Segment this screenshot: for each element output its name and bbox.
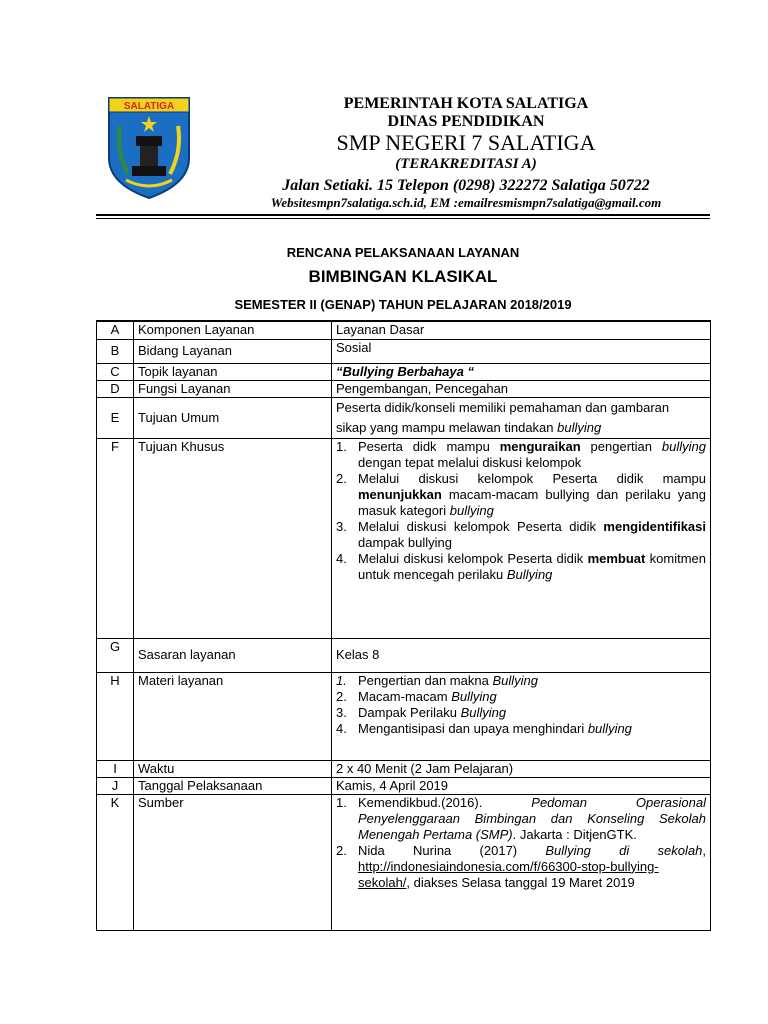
sources-list [336,795,706,891]
objectives-list [336,439,706,583]
row-code: E [97,397,134,438]
accreditation: (TERAKREDITASI A) [395,156,537,172]
table-row [97,794,711,930]
row-value: Kamis, 4 April 2019 [332,777,711,794]
department-name: DINAS PENDIDIKAN [387,113,545,130]
materials-list [336,673,706,737]
list-item: 1. Kemendikbud.(2016). Pedoman Operasional Penyelenggaraan Bimbingan dan Konseling Sekolah Menengah Pertama (SMP). Jakarta : DitjenGTK. [336,794,706,842]
row-value [332,438,711,638]
row-label: Sasaran layanan [134,638,332,672]
list-item: 3. Melalui diskusi kelompok Peserta didik mengidentifikasi dampak bullying [336,518,706,550]
row-value: Peserta didik/konseli memiliki pemahaman dan gambaran sikap yang mampu melawan tindakan bullying [332,397,711,438]
row-code: A [97,321,134,339]
service-plan-table [96,320,711,931]
table-row [97,363,711,380]
salatiga-coat-of-arms-logo [106,96,192,200]
row-code: G [97,638,134,672]
document-subtitle: BIMBINGAN KLASIKAL [308,267,498,286]
row-value: 2 x 40 Menit (2 Jam Pelajaran) [332,760,711,777]
row-label: Bidang Layanan [134,339,332,363]
row-code: D [97,380,134,397]
list-item: 3. Dampak Perilaku Bullying [336,704,507,720]
row-code: F [97,438,134,638]
letterhead [0,0,768,222]
letterhead-divider-thin [96,218,710,219]
table-row [97,380,711,397]
row-label: Topik layanan [134,363,332,380]
table-row [97,339,711,363]
list-item: 1. Pengertian dan makna Bullying [336,672,538,688]
row-code: J [97,777,134,794]
row-label: Sumber [134,794,332,930]
school-address: Jalan Setiaki. 15 Telepon (0298) 322272 Salatiga 50722 [282,177,650,194]
list-item: 4. Mengantisipasi dan upaya menghindari bullying [336,720,632,736]
row-code: K [97,794,134,930]
row-value: Layanan Dasar [332,321,711,339]
document-title: RENCANA PELAKSANAAN LAYANAN [286,245,520,260]
school-contact: Websitesmpn7salatiga.sch.id, EM :emailresmismpn7salatiga@gmail.com [270,195,662,210]
semester-heading: SEMESTER II (GENAP) TAHUN PELAJARAN 2018/2019 [234,297,572,312]
table-row [97,321,711,339]
letterhead-divider-thick [96,214,710,216]
row-label: Tujuan Khusus [134,438,332,638]
list-item: 2. Nida Nurina (2017) Bullying di sekolah, http://indonesiaindonesia.com/f/66300-stop-bullying-sekolah/, diakses Selasa tanggal 19 Maret 2019 [336,842,706,890]
row-value [332,672,711,760]
table-row [97,438,711,638]
table-row [97,777,711,794]
table-row [97,760,711,777]
source-link[interactable]: http://indonesiaindonesia.com/f/66300-stop-bullying-sekolah/ [358,858,659,890]
row-label: Materi layanan [134,672,332,760]
svg-text:SALATIGA: SALATIGA [123,101,175,112]
shield-logo-icon [106,96,192,200]
list-item: 1. Peserta didk mampu menguraikan pengertian bullying dengan tepat melalui diskusi kelompok [336,438,706,470]
row-label: Waktu [134,760,332,777]
table-row [97,397,711,438]
row-value: Pengembangan, Pencegahan [332,380,711,397]
row-label: Tanggal Pelaksanaan [134,777,332,794]
row-value: “Bullying Berbahaya “ [332,363,711,380]
table-row [97,638,711,672]
row-code: H [97,672,134,760]
row-value: Sosial [332,339,711,363]
row-label: Komponen Layanan [134,321,332,339]
list-item: 4. Melalui diskusi kelompok Peserta didik membuat komitmen untuk mencegah perilaku Bullying [336,550,706,582]
school-name: SMP NEGERI 7 SALATIGA [336,130,596,155]
table-row [97,672,711,760]
list-item: 2. Macam-macam Bullying [336,688,497,704]
row-label: Fungsi Layanan [134,380,332,397]
government-name: PEMERINTAH KOTA SALATIGA [343,95,589,112]
row-label: Tujuan Umum [134,397,332,438]
row-code: C [97,363,134,380]
list-item: 2. Melalui diskusi kelompok Peserta didik mampu menunjukkan macam-macam bullying dan perilaku yang masuk kategori bullying [336,470,706,518]
row-code: B [97,339,134,363]
row-code: I [97,760,134,777]
row-value [332,794,711,930]
row-value: Kelas 8 [332,638,711,672]
